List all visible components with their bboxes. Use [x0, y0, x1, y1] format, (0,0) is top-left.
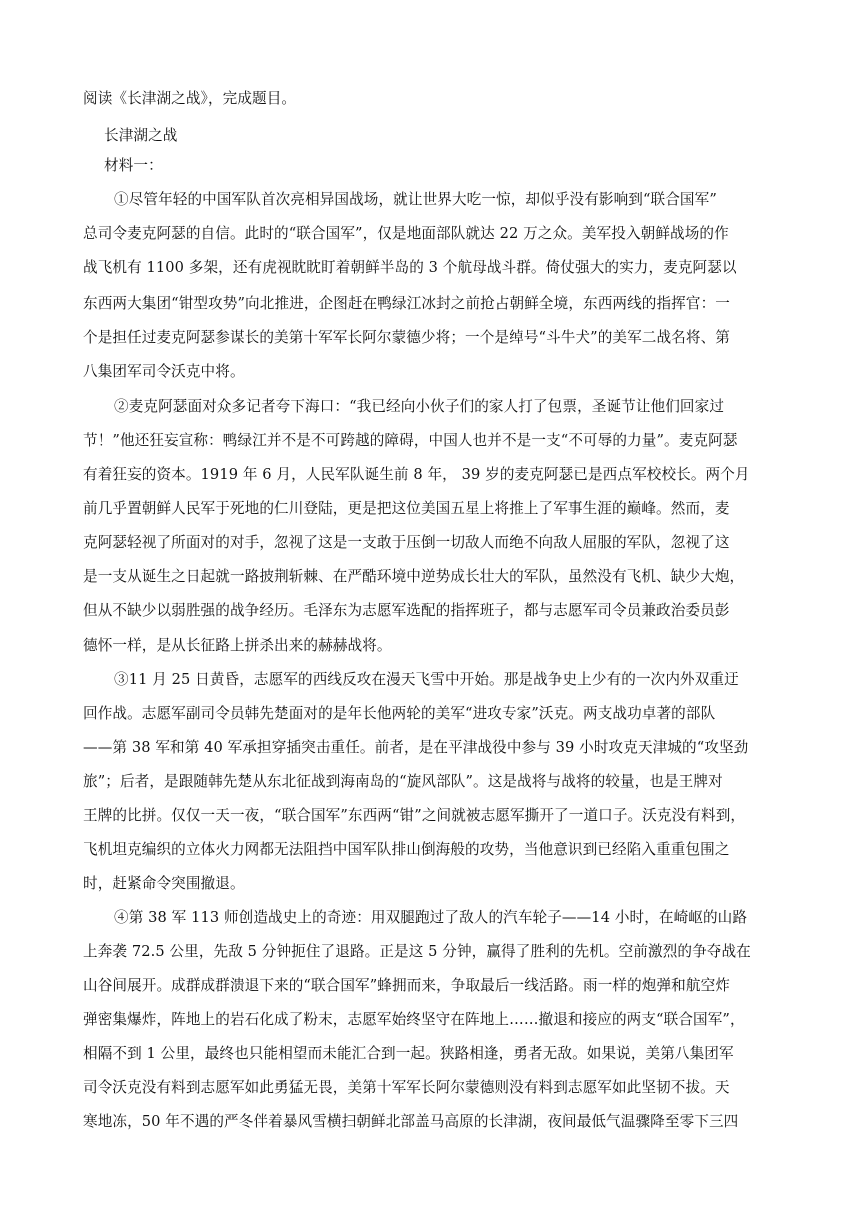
paragraph-line: 王牌的比拼。仅仅一天一夜，“联合国军”东西两“钳”之间就被志愿军撕开了一道口子。沃克没有料到，	[83, 807, 746, 824]
paragraph-line: ②麦克阿瑟面对众多记者夸下海口：“我已经向小伙子们的家人打了包票，圣诞节让他们回家过	[114, 398, 725, 415]
paragraph-line: 个是担任过麦克阿瑟参谋长的美第十军军长阿尔蒙德少将；一个是绰号“斗牛犬”的美军二战名将、第	[83, 329, 730, 346]
paragraph-line: 德怀一样，是从长征路上拼杀出来的赫赫战将。	[83, 637, 392, 654]
paragraph-line: 旅”；后者，是跟随韩先楚从东北征战到海南岛的“旋风部队”。这是战将与战将的较量，也是王牌对	[83, 773, 723, 790]
paragraph-line: 时，赶紧命令突围撤退。	[83, 875, 245, 892]
paragraph-line: 回作战。志愿军副司令员韩先楚面对的是年长他两轮的美军“进攻专家”沃克。两支战功卓著的部队	[83, 705, 716, 722]
paragraph-line: 司令沃克没有料到志愿军如此勇猛无畏，美第十军军长阿尔蒙德则没有料到志愿军如此坚韧不拔。天	[83, 1079, 730, 1096]
paragraph-line: 相隔不到 1 公里，最终也只能相望而未能汇合到一起。狭路相逢，勇者无敌。如果说，美第八集团军	[83, 1045, 734, 1062]
material-label: 材料一：	[104, 157, 163, 174]
paragraph-line: ①尽管年轻的中国军队首次亮相异国战场，就让世界大吃一惊，却似乎没有影响到“联合国军”	[114, 191, 717, 208]
paragraph-line: 有着狂妄的资本。1919 年 6 月，人民军队诞生前 8 年， 39 岁的麦克阿瑟已是西点军校校长。两个月	[83, 466, 750, 483]
paragraph-line: ③11 月 25 日黄昏，志愿军的西线反攻在漫天飞雪中开始。那是战争史上少有的一次内外双重迂	[114, 671, 739, 688]
paragraph-line: 克阿瑟轻视了所面对的对手，忽视了这是一支敢于压倒一切敌人而绝不向敌人屈服的军队，忽视了这	[83, 534, 730, 551]
intro-instruction: 阅读《长津湖之战》，完成题目。	[83, 90, 297, 107]
paragraph-line: 飞机坦克编织的立体火力网都无法阻挡中国军队排山倒海般的攻势，当他意识到已经陷入重重包围之	[83, 841, 730, 858]
paragraph-line: 但从不缺少以弱胜强的战争经历。毛泽东为志愿军选配的指挥班子，都与志愿军司令员兼政治委员彭	[83, 602, 730, 619]
paragraph-line: 上奔袭 72.5 公里，先敌 5 分钟扼住了退路。正是这 5 分钟，赢得了胜利的先机。空前激烈的争夺战在	[83, 943, 751, 960]
paragraph-line: ④第 38 军 113 师创造战史上的奇迹：用双腿跑过了敌人的汽车轮子——14 小时，在崎岖的山路	[114, 909, 748, 926]
paragraph-line: 山谷间展开。成群成群溃退下来的“联合国军”蜂拥而来，争取最后一线活路。雨一样的炮弹和航空炸	[83, 977, 730, 994]
paragraph-line: 前几乎置朝鲜人民军于死地的仁川登陆，更是把这位美国五星上将推上了军事生涯的巅峰。然而，麦	[83, 500, 730, 517]
paragraph-line: 节！”他还狂妄宣称：鸭绿江并不是不可跨越的障碍，中国人也并不是一支“不可辱的力量”。麦克阿瑟	[83, 432, 738, 449]
paragraph-line: 寒地冻，50 年不遇的严冬伴着暴风雪横扫朝鲜北部盖马高原的长津湖，夜间最低气温骤降至零下三四	[83, 1113, 739, 1130]
paragraph-line: 战飞机有 1100 多架，还有虎视眈眈盯着朝鲜半岛的 3 个航母战斗群。倚仗强大的实力，麦克阿瑟以	[83, 259, 737, 276]
paragraph-line: 总司令麦克阿瑟的自信。此时的“联合国军”，仅是地面部队就达 22 万之众。美军投入朝鲜战场的作	[83, 225, 729, 242]
paragraph-line: 八集团军司令沃克中将。	[83, 363, 245, 380]
paragraph-line: ——第 38 军和第 40 军承担穿插突击重任。前者，是在平津战役中参与 39 小时攻克天津城的“攻坚劲	[83, 739, 749, 756]
paragraph-line: 是一支从诞生之日起就一路披荆斩棘、在严酷环境中逆势成长壮大的军队，虽然没有飞机、缺少大炮，	[83, 568, 745, 585]
article-title: 长津湖之战	[104, 127, 178, 144]
paragraph-line: 东西两大集团“钳型攻势”向北推进，企图赶在鸭绿江冰封之前抢占朝鲜全境，东西两线的指挥官：一	[83, 295, 730, 312]
paragraph-line: 弹密集爆炸，阵地上的岩石化成了粉末，志愿军始终坚守在阵地上……撤退和接应的两支“联合国军”，	[83, 1011, 745, 1028]
